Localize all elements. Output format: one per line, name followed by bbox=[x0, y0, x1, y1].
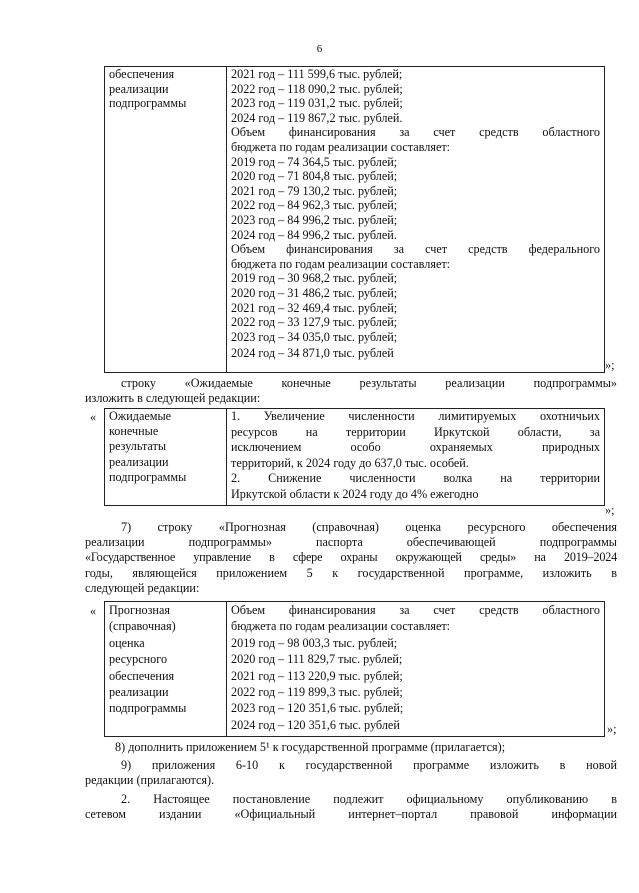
table-line: 2023 год – 84 996,2 тыс. рублей; bbox=[231, 212, 398, 227]
table-line: 2021 год – 32 469,4 тыс. рублей; bbox=[231, 300, 398, 315]
table-left-cell bbox=[105, 409, 227, 506]
table-left-line: Прогнозная bbox=[109, 603, 170, 617]
paragraph-2 bbox=[85, 792, 617, 822]
table-left-line: Ожидаемые bbox=[109, 409, 172, 423]
table-left-line: реализации bbox=[109, 685, 169, 700]
table-left-cell bbox=[105, 602, 227, 737]
table-line: 2020 год – 31 486,2 тыс. рублей; bbox=[231, 285, 398, 300]
paragraph-line: «Государственное управление в сфере охраны окружающей среды» на 2019–2024 bbox=[85, 550, 617, 565]
paragraph-line: редакции (прилагаются). bbox=[85, 773, 215, 788]
table-right-cell bbox=[227, 67, 605, 373]
table-right-cell bbox=[227, 409, 605, 506]
table-left-line: конечные bbox=[109, 424, 159, 439]
paragraph-7 bbox=[85, 520, 617, 596]
table-line: Объем финансирования за счет средств областного bbox=[231, 603, 600, 617]
paragraph-line: строку «Ожидаемые конечные результаты реализации подпрограммы» bbox=[121, 376, 617, 390]
table-line: 2024 год – 119 867,2 тыс. рублей. bbox=[231, 110, 403, 125]
table-left-cell bbox=[105, 67, 227, 373]
paragraph-expected-results bbox=[85, 376, 617, 406]
table-line: ресурсов на территории Иркутской области, за bbox=[231, 424, 600, 439]
table-line: 2021 год – 113 220,9 тыс. рублей; bbox=[231, 668, 403, 683]
table-line: 2023 год – 120 351,6 тыс. рублей; bbox=[231, 701, 404, 716]
table-left-line: результаты bbox=[109, 439, 167, 454]
paragraph-line: реализации подпрограммы» паспорта обеспечивающей подпрограммы bbox=[85, 535, 617, 550]
table-line: 2019 год – 98 003,3 тыс. рублей; bbox=[231, 635, 398, 650]
table-left-line: оценка bbox=[109, 635, 145, 650]
table-line: 2020 год – 111 829,7 тыс. рублей; bbox=[231, 652, 403, 667]
table-line: 2023 год – 34 035,0 тыс. рублей; bbox=[231, 329, 398, 344]
open-quote: « bbox=[90, 410, 97, 424]
table-line: 2024 год – 84 996,2 тыс. рублей. bbox=[231, 227, 397, 242]
table-line: территорий, к 2024 году до 637,0 тыс. особей. bbox=[231, 455, 469, 470]
page-number: 6 bbox=[316, 43, 323, 55]
open-quote: « bbox=[90, 604, 97, 618]
table-line: 2023 год – 119 031,2 тыс. рублей; bbox=[231, 96, 403, 111]
table-line: 2020 год – 71 804,8 тыс. рублей; bbox=[231, 169, 398, 184]
forecast-table bbox=[104, 601, 605, 737]
table-line: 2022 год – 118 090,2 тыс. рублей; bbox=[231, 81, 403, 96]
table-line: 2022 год – 84 962,3 тыс. рублей; bbox=[231, 198, 398, 213]
table-line: 1. Увеличение численности лимитируемых охотничьих bbox=[231, 409, 600, 423]
financing-table bbox=[104, 66, 605, 373]
table-left-line: (справочная) bbox=[109, 619, 176, 634]
table-left-line: реализации bbox=[109, 81, 169, 96]
paragraph-line: 9) приложения 6-10 к государственной программе изложить в новой bbox=[121, 758, 617, 772]
paragraph-9 bbox=[85, 758, 617, 788]
close-quote: »; bbox=[607, 722, 617, 736]
table-line: бюджета по годам реализации составляет: bbox=[231, 139, 451, 154]
table-left-line: подпрограммы bbox=[109, 469, 187, 484]
paragraph-line: 2. Настоящее постановление подлежит официальному опубликованию в bbox=[121, 792, 617, 806]
close-quote: »; bbox=[605, 503, 615, 517]
table-left-line: реализации bbox=[109, 454, 169, 469]
table-right-cell bbox=[227, 602, 605, 737]
table-line: Объем финансирования за счет средств федерального bbox=[231, 242, 600, 257]
table-line: 2022 год – 33 127,9 тыс. рублей; bbox=[231, 315, 398, 330]
table-line: Объем финансирования за счет средств областного bbox=[231, 125, 600, 140]
table-left-line: ресурсного bbox=[109, 652, 168, 667]
close-quote: »; bbox=[605, 358, 615, 372]
table-left-line: обеспечения bbox=[109, 668, 175, 683]
table-left-line: подпрограммы bbox=[109, 96, 187, 111]
paragraph-line: 7) строку «Прогнозная (справочная) оценка ресурсного обеспечения bbox=[121, 520, 617, 534]
expected-results-table bbox=[104, 408, 605, 506]
table-line: 2019 год – 30 968,2 тыс. рублей; bbox=[231, 271, 398, 286]
paragraph-line: сетевом издании «Официальный интернет–портал правовой информации bbox=[85, 807, 617, 822]
table-left-line: подпрограммы bbox=[109, 701, 187, 716]
paragraph-line: изложить в следующей редакции: bbox=[85, 391, 261, 406]
table-line: 2022 год – 119 899,3 тыс. рублей; bbox=[231, 685, 403, 700]
table-line: 2019 год – 74 364,5 тыс. рублей; bbox=[231, 154, 398, 169]
paragraph-line: 8) дополнить приложением 5¹ к государственной программе (прилагается); bbox=[115, 740, 506, 754]
table-line: исключением особо охраняемых природных bbox=[231, 440, 600, 455]
table-line: бюджета по годам реализации составляет: bbox=[231, 256, 451, 271]
table-line: 2021 год – 111 599,6 тыс. рублей; bbox=[231, 67, 403, 81]
table-line: 2024 год – 120 351,6 тыс. рублей bbox=[231, 717, 400, 732]
paragraph-line: годы, являющейся приложением 5 к государственной программе, изложить в bbox=[85, 565, 617, 580]
table-line: Иркутской области к 2024 году до 4% ежегодно bbox=[231, 486, 479, 501]
paragraph-line: следующей редакции: bbox=[85, 580, 200, 595]
paragraph-8 bbox=[85, 740, 617, 755]
table-left-line: обеспечения bbox=[109, 67, 175, 81]
table-line: бюджета по годам реализации составляет: bbox=[231, 619, 451, 634]
table-line: 2024 год – 34 871,0 тыс. рублей bbox=[231, 346, 394, 361]
table-line: 2021 год – 79 130,2 тыс. рублей; bbox=[231, 183, 398, 198]
table-line: 2. Снижение численности волка на территории bbox=[231, 471, 600, 486]
